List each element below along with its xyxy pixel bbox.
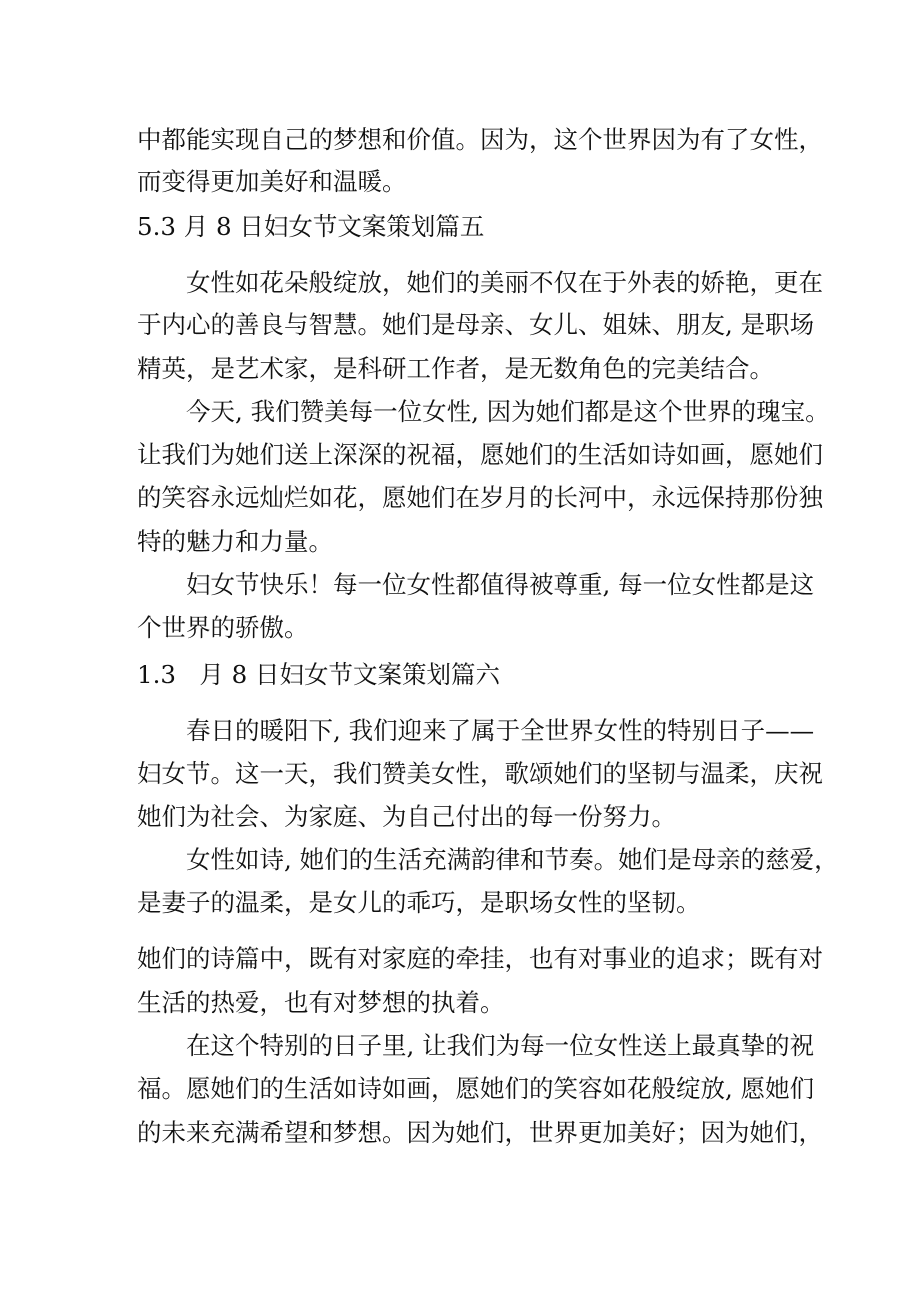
- body-line: 福。愿她们的生活如诗如画，愿她们的笑容如花般绽放, 愿她们: [137, 1074, 815, 1103]
- body-line: 而变得更加美好和温暖。: [137, 167, 407, 196]
- body-line: 她们的诗篇中，既有对家庭的牵挂，也有对事业的追求；既有对: [137, 944, 823, 973]
- paragraph-first-line: 今天, 我们赞美每一位女性, 因为她们都是这个世界的瑰宝。: [186, 397, 830, 426]
- section-heading: 5.3 月 8 日妇女节文案策划篇五: [137, 212, 485, 241]
- body-line: 让我们为她们送上深深的祝福，愿她们的生活如诗如画，愿她们: [137, 440, 823, 469]
- body-line: 的笑容永远灿烂如花，愿她们在岁月的长河中，永远保持那份独: [137, 483, 823, 512]
- body-line: 是妻子的温柔，是女儿的乖巧，是职场女性的坚韧。: [137, 888, 701, 917]
- body-line: 生活的热爱，也有对梦想的执着。: [137, 988, 505, 1017]
- paragraph-first-line: 女性如诗, 她们的生活充满韵律和节奏。她们是母亲的慈爱，: [186, 845, 839, 874]
- paragraph-first-line: 妇女节快乐！每一位女性都值得被尊重, 每一位女性都是这: [186, 570, 815, 599]
- paragraph-first-line: 春日的暖阳下, 我们迎来了属于全世界女性的特别日子——: [186, 716, 815, 745]
- body-line: 中都能实现自己的梦想和价值。因为，这个世界因为有了女性，: [137, 125, 823, 154]
- body-line: 妇女节。这一天，我们赞美女性，歌颂她们的坚韧与温柔，庆祝: [137, 759, 823, 788]
- body-line: 的未来充满希望和梦想。因为她们，世界更加美好；因为她们，: [137, 1118, 823, 1147]
- body-line: 个世界的骄傲。: [137, 613, 309, 642]
- body-line: 于内心的善良与智慧。她们是母亲、女儿、姐妹、朋友, 是职场: [137, 310, 815, 339]
- body-line: 她们为社会、为家庭、为自己付出的每一份努力。: [137, 802, 676, 831]
- body-line: 精英，是艺术家，是科研工作者，是无数角色的完美结合。: [137, 354, 774, 383]
- body-line: 特的魅力和力量。: [137, 527, 333, 556]
- section-heading: 1.3 月 8 日妇女节文案策划篇六: [137, 660, 500, 689]
- paragraph-first-line: 在这个特别的日子里, 让我们为每一位女性送上最真挚的祝: [186, 1031, 815, 1060]
- paragraph-first-line: 女性如花朵般绽放，她们的美丽不仅在于外表的娇艳，更在: [186, 268, 823, 297]
